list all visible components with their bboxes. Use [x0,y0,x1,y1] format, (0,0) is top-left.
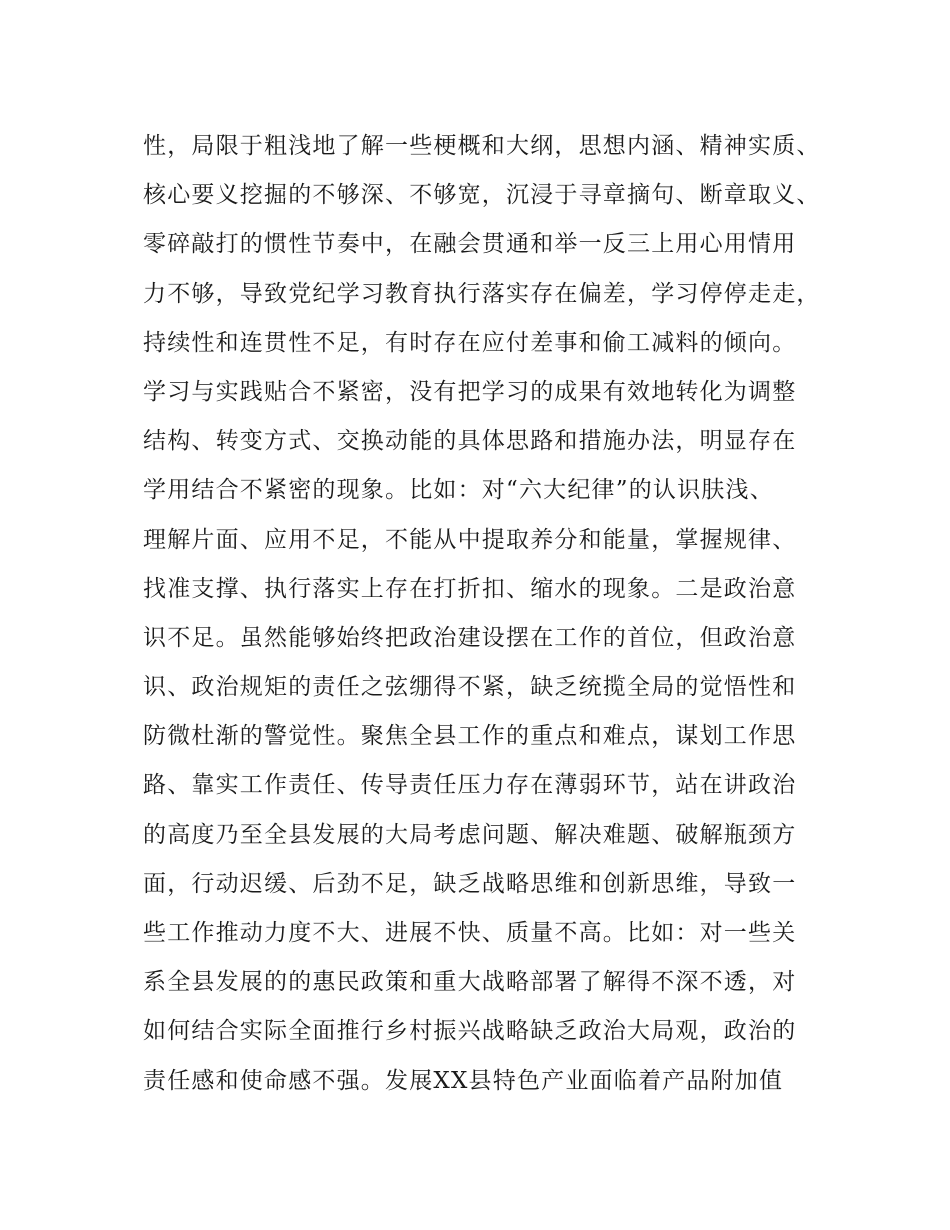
text-line: 学习与实践贴合不紧密，没有把学习的成果有效地转化为调整 [143,378,797,405]
text-line: 系全县发展的的惠民政策和重大战略部署了解得不深不透，对 [143,969,797,996]
text-line: 核心要义挖掘的不够深、不够宽，沉浸于寻章摘句、断章取义、 [143,182,821,209]
text-line: 结构、转变方式、交换动能的具体思路和措施办法，明显存在 [143,428,797,455]
text-line: 找准支撑、执行落实上存在打折扣、缩水的现象。二是政治意 [143,575,797,602]
text-line: 学用结合不紧密的现象。比如：对“六大纪律”的认识肤浅、 [143,477,774,504]
text-line: 识、政治规矩的责任之弦绷得不紧，缺乏统揽全局的觉悟性和 [143,674,797,701]
text-line: 识不足。虽然能够始终把政治建设摆在工作的首位，但政治意 [143,624,797,651]
text-line: 面，行动迟缓、后劲不足，缺乏战略思维和创新思维，导致一 [143,870,797,897]
text-line: 责任感和使命感不强。发展XX县特色产业面临着产品附加值 [143,1067,784,1094]
text-line: 零碎敲打的惯性节奏中，在融会贯通和举一反三上用心用情用 [143,231,797,258]
text-line: 路、靠实工作责任、传导责任压力存在薄弱环节，站在讲政治 [143,772,797,799]
text-line: 持续性和连贯性不足，有时存在应付差事和偷工减料的倾向。 [143,329,797,356]
text-line: 防微杜渐的警觉性。聚焦全县工作的重点和难点，谋划工作思 [143,723,797,750]
text-line: 力不够，导致党纪学习教育执行落实存在偏差，学习停停走走， [143,280,821,307]
body-text [143,122,843,1106]
text-line: 性，局限于粗浅地了解一些梗概和大纲，思想内涵、精神实质、 [143,133,821,159]
text-line: 理解片面、应用不足，不能从中提取养分和能量，掌握规律、 [143,526,797,553]
text-line: 如何结合实际全面推行乡村振兴战略缺乏政治大局观，政治的 [143,1018,797,1045]
text-line: 些工作推动力度不大、进展不快、质量不高。比如：对一些关 [143,920,797,946]
text-line: 的高度乃至全县发展的大局考虑问题、解决难题、破解瓶颈方 [143,821,797,848]
